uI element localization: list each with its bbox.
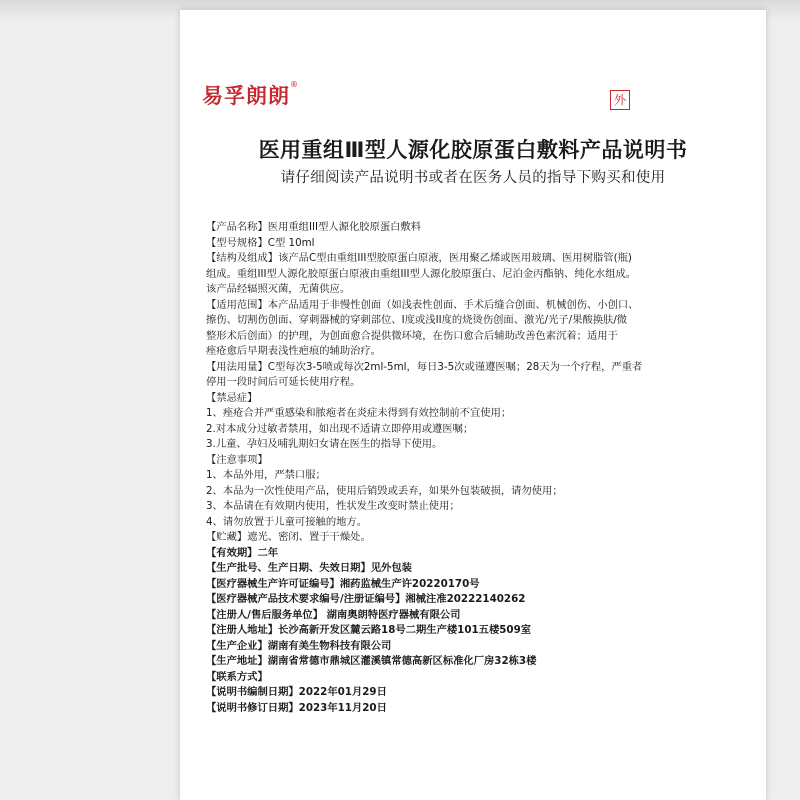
- body-line: 1、痤疮合并严重感染和脓疱者在炎症未得到有效控制前不宜使用；: [206, 407, 512, 419]
- body-line: 1、本品外用，严禁口服；: [206, 469, 326, 481]
- body-line: 【医疗器械产品技术要求编号/注册证编号】湘械注准20222140262: [206, 593, 526, 605]
- body-line: 2.对本成分过敏者禁用，如出现不适请立即停用或遵医嘱；: [206, 422, 474, 435]
- body-line: 停用一段时间后可延长使用疗程。: [206, 376, 361, 388]
- body-line: 【生产地址】湖南省常德市鼎城区灌溪镇常德高新区标准化厂房32栋3楼: [206, 655, 537, 667]
- instruction-sheet: [180, 10, 766, 800]
- body-line: 擦伤、切割伤创面、穿刺器械的穿刺部位、I度或浅II度的烧烫伤创面、激光/光子/果酸换肤/微: [206, 314, 628, 326]
- body-line: 【注意事项】: [206, 453, 268, 466]
- document-subtitle: 请仔细阅读产品说明书或者在医务人员的指导下购买和使用: [280, 170, 666, 186]
- body-line: 【生产企业】湖南有美生物科技有限公司: [206, 639, 392, 652]
- body-line: 组成。重组III型人源化胶原蛋白原液由重组III型人源化胶原蛋白、尼泊金丙酯钠、纯化水组成。: [206, 267, 637, 280]
- body-line: 【说明书编制日期】2022年01月29日: [206, 686, 387, 698]
- instruction-body: [206, 220, 734, 716]
- body-line: 【说明书修订日期】2023年11月20日: [206, 701, 387, 714]
- body-line: 2、本品为一次性使用产品，使用后销毁或丢弃，如果外包装破损，请勿使用；: [206, 484, 563, 497]
- body-line: 该产品经辐照灭菌，无菌供应。: [206, 283, 351, 295]
- body-line: 【结构及组成】该产品C型由重组III型胶原蛋白原液，医用聚乙烯或医用玻璃、医用树脂管(瓶): [206, 252, 632, 264]
- brand-logo: [202, 80, 299, 110]
- body-line: 【注册人/售后服务单位】 湖南奥朗特医疗器械有限公司: [206, 608, 461, 621]
- registered-mark: ®: [290, 80, 299, 89]
- body-line: 【适用范围】本产品适用于非慢性创面（如浅表性创面、手术后缝合创面、机械创伤、小创口、: [206, 298, 639, 311]
- body-line: 【用法用量】C型每次3-5喷或每次2ml-5ml，每日3-5次或谨遵医嘱；28天为一个疗程，严重者: [206, 360, 643, 373]
- body-line: 【贮藏】遮光、密闭、置于干燥处。: [206, 531, 371, 543]
- body-line: 3.儿童、孕妇及哺乳期妇女请在医生的指导下使用。: [206, 438, 443, 450]
- body-line: 痤疮愈后早期表浅性疤痕的辅助治疗。: [206, 345, 382, 357]
- external-use-stamp: 外: [610, 90, 630, 110]
- body-line: 【禁忌症】: [206, 391, 258, 404]
- body-line: 3、本品请在有效期内使用，性状发生改变时禁止使用；: [206, 500, 460, 512]
- body-line: 【产品名称】医用重组III型人源化胶原蛋白敷料: [206, 221, 422, 233]
- body-line: 【有效期】二年: [206, 546, 279, 559]
- body-line: 【联系方式】: [206, 670, 268, 683]
- brand-logo-text: 易孚朗朗: [202, 84, 290, 108]
- body-line: 【医疗器械生产许可证编号】湘药监械生产许20220170号: [206, 577, 480, 590]
- body-line: 【注册人地址】长沙高新开发区麓云路18号二期生产楼101五楼509室: [206, 624, 532, 636]
- body-line: 【生产批号、生产日期、失效日期】见外包装: [206, 562, 412, 574]
- document-title: 医用重组Ⅲ型人源化胶原蛋白敷料产品说明书: [258, 138, 688, 162]
- body-line: 【型号规格】C型 10ml: [206, 236, 315, 249]
- body-line: 4、请勿放置于儿童可接触的地方。: [206, 515, 368, 528]
- body-line: 整形术后创面）的护理，为创面愈合提供微环境，在伤口愈合后辅助改善色素沉着；适用于: [206, 329, 618, 342]
